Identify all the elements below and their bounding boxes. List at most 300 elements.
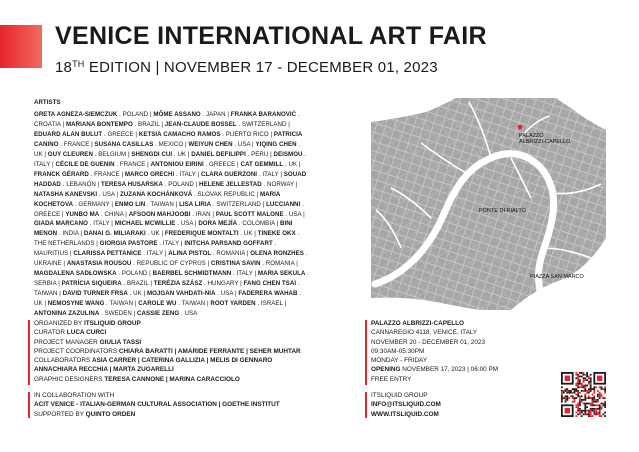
qr-module bbox=[575, 412, 577, 414]
artist-country: CROATIA | bbox=[34, 120, 67, 128]
supported-by-value: QUINTO ORDEN bbox=[85, 410, 136, 418]
artist-country: . UK | bbox=[283, 160, 301, 168]
qr-module bbox=[581, 383, 583, 385]
qr-module bbox=[581, 401, 583, 403]
qr-module bbox=[595, 386, 597, 388]
qr-module bbox=[590, 374, 592, 376]
page-title: VENICE INTERNATIONAL ART FAIR bbox=[55, 22, 487, 50]
qr-module bbox=[602, 388, 604, 390]
artist-country: . ROMANIA | bbox=[211, 250, 251, 258]
qr-module bbox=[572, 392, 574, 394]
qr-module bbox=[579, 410, 581, 412]
qr-module bbox=[575, 374, 577, 376]
qr-module bbox=[583, 381, 585, 383]
artist-country: . PERU | bbox=[245, 150, 274, 158]
artist-country: . USA bbox=[179, 310, 198, 318]
venue-opening bbox=[371, 365, 551, 374]
qr-module bbox=[583, 413, 585, 415]
artist-country: . TAIWAN | bbox=[145, 200, 180, 208]
qr-module bbox=[581, 385, 583, 387]
qr-module bbox=[584, 406, 586, 408]
qr-module bbox=[590, 412, 592, 414]
qr-module bbox=[588, 381, 590, 383]
artist-country: MAURITIUS | bbox=[34, 250, 74, 258]
venue-name bbox=[371, 319, 551, 328]
artist-country: . TAIWAN | bbox=[176, 300, 211, 308]
qr-module bbox=[577, 379, 579, 381]
qr-module bbox=[599, 413, 601, 415]
qr-module bbox=[579, 412, 581, 414]
qr-module bbox=[595, 404, 597, 406]
artist-line bbox=[34, 110, 354, 120]
artist-country: . UK | bbox=[172, 150, 192, 158]
qr-module bbox=[579, 413, 581, 415]
qr-module bbox=[590, 381, 592, 383]
qr-module bbox=[586, 379, 588, 381]
qr-module bbox=[595, 399, 597, 401]
qr-module bbox=[577, 395, 579, 397]
artist-name: DORA MEJÍA bbox=[198, 220, 238, 228]
qr-module bbox=[592, 388, 594, 390]
map-label-venue-line1: PALAZZO bbox=[519, 133, 544, 139]
artist-name: EDUARD ALAN BULUT bbox=[34, 130, 103, 138]
qr-module bbox=[590, 415, 592, 417]
artist-line bbox=[34, 249, 354, 259]
artist-country: . FRANCE | bbox=[114, 160, 151, 168]
qr-module bbox=[588, 397, 590, 399]
supported-by bbox=[34, 410, 364, 419]
qr-module bbox=[592, 394, 594, 396]
qr-module bbox=[581, 395, 583, 397]
contact-block bbox=[371, 391, 551, 419]
artist-name: TERÉZIA SZÁSZ bbox=[153, 280, 203, 288]
qr-module bbox=[584, 413, 586, 415]
qr-module bbox=[590, 379, 592, 381]
artist-line bbox=[34, 170, 354, 180]
qr-module bbox=[588, 377, 590, 379]
artist-name: OLENA RONZHES bbox=[250, 250, 304, 258]
qr-module bbox=[590, 397, 592, 399]
artist-name: YUNBO MA bbox=[65, 210, 100, 218]
qr-module bbox=[579, 399, 581, 401]
artist-country: . bbox=[302, 150, 307, 158]
artist-line bbox=[34, 239, 354, 249]
qr-module bbox=[575, 388, 577, 390]
qr-module bbox=[597, 394, 599, 396]
qr-module bbox=[583, 403, 585, 405]
qr-module bbox=[604, 403, 606, 405]
qr-module bbox=[579, 403, 581, 405]
project-manager-value: GIULIA TASSI bbox=[99, 338, 142, 346]
qr-module bbox=[565, 395, 567, 397]
qr-module bbox=[566, 397, 568, 399]
qr-module bbox=[583, 410, 585, 412]
venue-entry: FREE ENTRY bbox=[371, 375, 412, 383]
artist-name: JEAN-CLAUDE BOSSEL bbox=[164, 120, 237, 128]
qr-module bbox=[593, 408, 595, 410]
edition-dates: EDITION | NOVEMBER 17 - DECEMBER 01, 2023 bbox=[84, 59, 438, 76]
qr-module bbox=[574, 388, 576, 390]
qr-module bbox=[570, 392, 572, 394]
qr-module bbox=[590, 410, 592, 412]
artist-country: . ITALY | bbox=[257, 170, 284, 178]
qr-module bbox=[568, 390, 570, 392]
artist-country: . bbox=[296, 140, 301, 148]
collaboration-partners bbox=[34, 400, 364, 409]
qr-module bbox=[568, 392, 570, 394]
contact-email-value[interactable]: INFO@ITSLIQUID.COM bbox=[371, 401, 441, 409]
qr-module bbox=[604, 401, 606, 403]
artist-country: . COLOMBIA | bbox=[237, 220, 281, 228]
qr-module bbox=[593, 392, 595, 394]
qr-module bbox=[579, 408, 581, 410]
qr-module bbox=[584, 390, 586, 392]
artist-name: TERESA HUSARSKA bbox=[101, 180, 163, 188]
qr-module bbox=[563, 397, 565, 399]
qr-module bbox=[581, 399, 583, 401]
qr-module bbox=[601, 403, 603, 405]
artist-country: . UK | bbox=[145, 230, 165, 238]
artists-list bbox=[34, 110, 354, 318]
qr-module bbox=[593, 390, 595, 392]
qr-module bbox=[590, 408, 592, 410]
qr-module bbox=[575, 404, 577, 406]
artist-name: TINEKE OKX bbox=[257, 230, 296, 238]
artist-country: . bbox=[295, 230, 300, 238]
artist-name: GIADA MARCANO bbox=[34, 220, 88, 228]
qr-module bbox=[595, 401, 597, 403]
qr-module bbox=[579, 401, 581, 403]
qr-module bbox=[586, 406, 588, 408]
qr-finder-core bbox=[597, 376, 602, 381]
qr-module bbox=[586, 403, 588, 405]
artist-line bbox=[34, 180, 354, 190]
qr-module bbox=[584, 374, 586, 376]
qr-module bbox=[593, 395, 595, 397]
artist-name: PATRÍCIA SIQUEIRA bbox=[61, 280, 122, 288]
artist-name: CANINO bbox=[34, 140, 59, 148]
qr-module bbox=[581, 415, 583, 417]
artist-name: DANAI G. MILIARAKI bbox=[83, 230, 146, 238]
artist-country: . MEXICO | bbox=[153, 140, 189, 148]
artist-line bbox=[34, 309, 354, 319]
artist-name: FRANKA BARANOVIĆ bbox=[230, 111, 297, 118]
artist-name: ANTONINA ZAZULINA bbox=[34, 310, 100, 318]
venue-days: MONDAY - FRIDAY bbox=[371, 357, 428, 365]
artist-country: . GREECE | bbox=[102, 130, 139, 138]
artist-country: . bbox=[297, 290, 302, 298]
qr-module bbox=[593, 401, 595, 403]
qr-module bbox=[577, 390, 579, 392]
qr-module bbox=[579, 395, 581, 397]
curator-value: LUCA CURCI bbox=[66, 329, 107, 337]
qr-module bbox=[565, 388, 567, 390]
artist-name: ZUZANA KOCHÁNKOVÁ bbox=[120, 190, 193, 198]
qr-module bbox=[593, 404, 595, 406]
qr-module bbox=[566, 390, 568, 392]
qr-module bbox=[601, 406, 603, 408]
qr-module bbox=[575, 406, 577, 408]
qr-module bbox=[565, 401, 567, 403]
contact-website-value[interactable]: WWW.ITSLIQUID.COM bbox=[371, 410, 439, 418]
qr-module bbox=[575, 390, 577, 392]
artist-country: . ITALY | bbox=[141, 250, 169, 258]
qr-module bbox=[604, 406, 606, 408]
curator-label: CURATOR bbox=[34, 329, 67, 337]
artist-country: . SWITZERLAND | bbox=[211, 200, 267, 208]
graphic-designers bbox=[34, 375, 364, 384]
project-coordinators-value: CHIARA BARATTI | AMARIDE FERRANTE | SEHER MUHTAR bbox=[118, 347, 301, 355]
artist-country: GREECE | bbox=[34, 210, 66, 218]
qr-module bbox=[565, 390, 567, 392]
qr-module bbox=[584, 404, 586, 406]
qr-module bbox=[579, 404, 581, 406]
qr-module bbox=[601, 394, 603, 396]
artist-country: . ITALY | bbox=[87, 220, 115, 228]
qr-module bbox=[599, 386, 601, 388]
qr-module bbox=[586, 372, 588, 374]
venue-name-value: PALAZZO ALBRIZZI-CAPELLO bbox=[371, 320, 465, 327]
artist-country: . GREECE | bbox=[203, 160, 241, 168]
qr-module bbox=[561, 394, 563, 396]
venue-hours: 09:30AM-05:30PM bbox=[371, 347, 425, 355]
qr-module bbox=[561, 395, 563, 397]
qr-module bbox=[588, 412, 590, 414]
qr-module bbox=[588, 395, 590, 397]
qr-module bbox=[570, 395, 572, 397]
qr-module bbox=[584, 388, 586, 390]
artist-line bbox=[34, 219, 354, 229]
artist-country: . INDIA | bbox=[57, 230, 84, 238]
artist-name: MARIA bbox=[259, 190, 281, 198]
qr-finder-core bbox=[565, 376, 570, 381]
map-venue-marker bbox=[518, 125, 523, 130]
qr-module bbox=[561, 399, 563, 401]
artist-name: PATRICIA bbox=[273, 130, 303, 138]
artist-country: . LEBANON | bbox=[60, 180, 102, 188]
qr-module bbox=[604, 386, 606, 388]
artist-country: . USA | bbox=[97, 190, 120, 198]
qr-module bbox=[574, 390, 576, 392]
artist-name: DAVID TURNER FRSA bbox=[62, 290, 128, 298]
qr-module bbox=[592, 403, 594, 405]
artist-line bbox=[34, 140, 354, 150]
qr-module bbox=[568, 397, 570, 399]
venue-block bbox=[371, 319, 551, 419]
artist-country: . ITALY | bbox=[174, 170, 201, 178]
map-label-rialto: PONTE DI RIALTO bbox=[479, 208, 526, 214]
qr-module bbox=[604, 388, 606, 390]
qr-module bbox=[575, 415, 577, 417]
artist-line bbox=[34, 200, 354, 210]
qr-module bbox=[577, 383, 579, 385]
qr-module bbox=[592, 404, 594, 406]
artist-name: CAROLE WU bbox=[138, 300, 177, 308]
credits-accent-line bbox=[28, 320, 30, 385]
artist-name: SUSANA CASILLAS bbox=[94, 140, 154, 148]
qr-module bbox=[599, 412, 601, 414]
artist-country: . UK | bbox=[238, 230, 258, 238]
qr-module bbox=[588, 383, 590, 385]
qr-module bbox=[575, 385, 577, 387]
qr-module bbox=[579, 397, 581, 399]
contact-email[interactable] bbox=[371, 400, 551, 409]
artist-name: MARIA SEKULA bbox=[257, 270, 306, 278]
map-label-venue bbox=[519, 133, 570, 145]
artist-name: MENON bbox=[34, 230, 58, 238]
qr-module bbox=[595, 412, 597, 414]
qr-module bbox=[601, 395, 603, 397]
artist-name: GRETA AGNEZA-SIEMCZUK bbox=[34, 111, 118, 118]
qr-module bbox=[599, 397, 601, 399]
qr-module bbox=[599, 404, 601, 406]
artist-name: SHENGDI CUI bbox=[131, 150, 173, 158]
qr-module bbox=[590, 404, 592, 406]
qr-module bbox=[574, 399, 576, 401]
qr-module bbox=[602, 413, 604, 415]
qr-module bbox=[579, 383, 581, 385]
qr-module bbox=[588, 390, 590, 392]
qr-module bbox=[577, 403, 579, 405]
artist-country: UK | bbox=[34, 300, 48, 308]
artist-country: SERBIA | bbox=[34, 280, 62, 288]
artist-name: MICHAEL MCWILLIE bbox=[114, 220, 176, 228]
qr-module bbox=[590, 377, 592, 379]
project-manager bbox=[34, 338, 364, 347]
artist-line bbox=[34, 269, 354, 279]
collab-accent-line bbox=[28, 392, 30, 418]
qr-module bbox=[577, 374, 579, 376]
graphic-designers-label: GRAPHIC DESIGNERS bbox=[34, 375, 105, 383]
qr-module bbox=[561, 401, 563, 403]
qr-module bbox=[590, 388, 592, 390]
artist-name: HELENE JELLESTAD bbox=[198, 180, 262, 188]
collaboration-block bbox=[34, 391, 364, 419]
artist-country: . USA | bbox=[232, 140, 256, 148]
organized-by bbox=[34, 319, 364, 328]
contact-website[interactable] bbox=[371, 410, 551, 419]
qr-module bbox=[583, 390, 585, 392]
qr-module bbox=[604, 404, 606, 406]
artist-name: CRISTINA SAVIN bbox=[211, 260, 261, 268]
qr-module bbox=[593, 397, 595, 399]
organized-label: ORGANIZED BY bbox=[34, 320, 84, 327]
qr-module bbox=[583, 379, 585, 381]
qr-module bbox=[586, 390, 588, 392]
qr-module bbox=[577, 376, 579, 378]
contact-accent-line bbox=[365, 392, 367, 418]
collaborators-label: COLLABORATORS bbox=[34, 357, 93, 365]
qr-module bbox=[565, 399, 567, 401]
qr-module bbox=[561, 392, 563, 394]
qr-module bbox=[584, 412, 586, 414]
artist-name: MOJGAN VAHDATI-NIA bbox=[146, 290, 216, 298]
qr-module bbox=[586, 392, 588, 394]
qr-module bbox=[561, 386, 563, 388]
qr-module bbox=[581, 376, 583, 378]
qr-module bbox=[581, 390, 583, 392]
qr-module bbox=[577, 381, 579, 383]
artist-name: SOUAD bbox=[283, 170, 307, 178]
artist-name: CLARISSA PETTANICE bbox=[73, 250, 142, 258]
qr-module bbox=[563, 390, 565, 392]
qr-module bbox=[584, 399, 586, 401]
qr-module bbox=[588, 413, 590, 415]
qr-module bbox=[581, 410, 583, 412]
qr-module bbox=[595, 410, 597, 412]
project-manager-label: PROJECT MANAGER bbox=[34, 338, 100, 346]
qr-code-graphic bbox=[561, 372, 606, 417]
qr-module bbox=[572, 401, 574, 403]
artist-name: FRANCK GÉRARD bbox=[34, 170, 89, 178]
artist-name: FADERERA WAHAB bbox=[238, 290, 298, 298]
artist-country: . bbox=[272, 240, 277, 248]
qr-module bbox=[579, 381, 581, 383]
artist-name: MARCO GRECHI bbox=[124, 170, 175, 178]
artist-name: NATASHA KANEVSKI bbox=[34, 190, 98, 198]
artist-country: . NORWAY | bbox=[261, 180, 298, 188]
qr-module bbox=[579, 386, 581, 388]
edition-subtitle bbox=[55, 59, 438, 76]
qr-module bbox=[575, 377, 577, 379]
qr-module bbox=[563, 392, 565, 394]
artist-line bbox=[34, 130, 354, 140]
accent-bar bbox=[0, 25, 42, 68]
qr-module bbox=[577, 404, 579, 406]
artist-name: BINI bbox=[280, 220, 293, 228]
qr-module bbox=[574, 392, 576, 394]
qr-module bbox=[588, 388, 590, 390]
qr-module bbox=[586, 385, 588, 387]
qr-module bbox=[574, 401, 576, 403]
qr-module bbox=[586, 376, 588, 378]
qr-module bbox=[584, 377, 586, 379]
artist-name: DEISMOU bbox=[273, 150, 303, 158]
qr-module bbox=[586, 374, 588, 376]
qr-module bbox=[577, 413, 579, 415]
collaborators bbox=[34, 356, 364, 365]
artist-name: INITCHA PARSAND GOFFART bbox=[184, 240, 273, 248]
curator bbox=[34, 328, 364, 337]
artist-country: UK | bbox=[34, 150, 48, 158]
qr-module bbox=[593, 412, 595, 414]
qr-module bbox=[590, 413, 592, 415]
qr-module bbox=[561, 397, 563, 399]
artist-country: . SWEDEN | bbox=[99, 310, 138, 318]
artist-country: . CHINA | bbox=[99, 210, 129, 218]
qr-module bbox=[579, 372, 581, 374]
qr-module bbox=[592, 415, 594, 417]
qr-module bbox=[592, 397, 594, 399]
artist-country: . REPUBLIC OF CYPRUS | bbox=[131, 260, 211, 268]
artist-name: HADDAD bbox=[34, 180, 61, 188]
artist-name: YIQING CHEN bbox=[255, 140, 297, 148]
artist-country: . bbox=[300, 200, 304, 208]
artist-line bbox=[34, 160, 354, 170]
qr-module bbox=[566, 388, 568, 390]
qr-module bbox=[584, 386, 586, 388]
qr-module bbox=[584, 394, 586, 396]
qr-module bbox=[577, 385, 579, 387]
artist-name: GIORGIA PASTORE bbox=[99, 240, 158, 248]
qr-module bbox=[575, 397, 577, 399]
qr-module bbox=[592, 408, 594, 410]
artist-country: . FRANCE | bbox=[88, 170, 125, 178]
qr-module bbox=[595, 413, 597, 415]
edition-number: 18 bbox=[55, 59, 73, 76]
artist-name: PAUL SCOTT MALONE bbox=[215, 210, 284, 218]
qr-module bbox=[583, 374, 585, 376]
